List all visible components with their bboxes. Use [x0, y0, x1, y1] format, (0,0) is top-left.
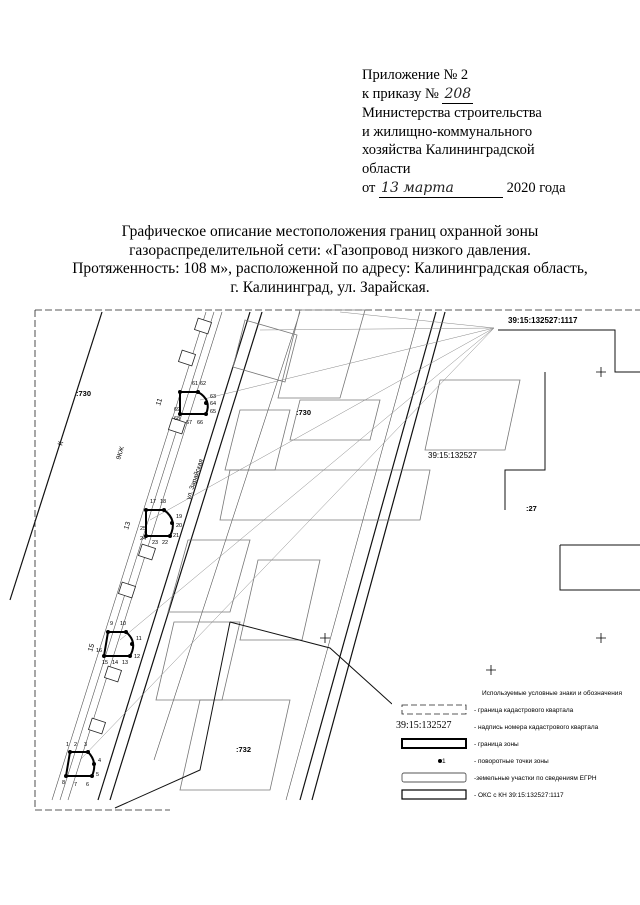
- zone-point-label: 14: [112, 660, 119, 666]
- legend-row-zone-points: [392, 755, 622, 771]
- zone-point-label: 22: [162, 540, 169, 546]
- zone-point-label: 1: [66, 742, 70, 748]
- zone-point-label: 6: [86, 782, 90, 788]
- zone-point-labels: [62, 381, 216, 788]
- label-oks-code: 39:15:132527:1117: [508, 316, 578, 325]
- order-number-handwritten: 208: [442, 85, 473, 105]
- zone-point-label: 17: [150, 499, 157, 505]
- header-line-6: области: [362, 160, 411, 177]
- date-prefix: от: [362, 179, 376, 196]
- date-handwritten: 13 марта: [379, 179, 503, 199]
- title-line-2: газораспределительной сети: «Газопровод низкого давления.: [129, 241, 531, 259]
- legend-text: - поворотные точки зоны: [474, 758, 549, 765]
- zone-point-label: 5: [96, 772, 100, 778]
- header-line-3: Министерства строительства: [362, 105, 542, 122]
- legend-text: - граница зоны: [474, 741, 519, 748]
- zone-point-label: 3: [84, 742, 88, 748]
- zone-61-69: [180, 392, 208, 414]
- label-quarter-730-left: :730: [76, 389, 92, 398]
- legend-text: - граница кадастрового квартала: [474, 707, 574, 714]
- zone-1-8: [66, 752, 94, 776]
- zone-point-label: 8: [62, 780, 66, 786]
- label-block-code: 39:15:132527: [428, 451, 477, 460]
- zone-point-label: 10: [120, 621, 127, 627]
- road-edge-lines: [52, 312, 420, 800]
- zone-boundary-symbol: [398, 738, 470, 750]
- title-line-3: Протяженность: 108 м», расположенной по адресу: Калининградская область,: [72, 260, 588, 278]
- zone-point-label: 9: [110, 621, 114, 627]
- legend-text: - ОКС с КН 39:15:132527:1117: [474, 792, 564, 799]
- legend-title: Используемые условные знаки и обозначения: [482, 690, 622, 697]
- zone-point-label: 2: [74, 742, 78, 748]
- legend-row-land-parcels: [392, 772, 622, 788]
- label-house-13: 13: [123, 521, 133, 531]
- legend-row-oks: [392, 789, 622, 805]
- label-quarter-730-center: :730: [296, 408, 312, 417]
- header-line-4: и жилищно-коммунального: [362, 123, 533, 140]
- zone-point-label: 19: [176, 514, 183, 520]
- legend-text: -земельные участки по сведениям ЕГРН: [474, 775, 597, 782]
- zone-9-16: [104, 632, 133, 656]
- label-k: К: [57, 440, 66, 447]
- title-line-1: Графическое описание местоположения границ охранной зоны: [121, 223, 539, 240]
- legend-row-quarter-boundary: [392, 704, 622, 720]
- legend-text: - надпись номера кадастрового квартала: [474, 724, 599, 731]
- title-line-4: г. Калининград, ул. Зарайская.: [230, 279, 430, 297]
- map-legend: [392, 688, 622, 804]
- zone-point-label: 66: [197, 420, 204, 426]
- label-quarter-27: :27: [526, 504, 537, 513]
- zone-point-label: 67: [186, 420, 193, 426]
- zone-point-label: 64: [210, 401, 217, 407]
- order-prefix: к приказу №: [362, 85, 439, 102]
- header-line-1: Приложение № 2: [362, 67, 469, 83]
- zone-point-label: 21: [173, 533, 180, 539]
- label-quarter-732: :732: [236, 745, 252, 754]
- label-house-15: 15: [87, 643, 97, 653]
- zone-point-label: 23: [152, 540, 159, 546]
- label-9kzh: 9КЖ: [115, 445, 127, 461]
- zone-point-label: 24: [140, 536, 147, 542]
- zone-point-label: 4: [98, 758, 102, 764]
- zone-point-label: 11: [136, 636, 142, 642]
- zone-point-symbol-number: 1: [442, 758, 446, 765]
- zone-point-label: 20: [176, 523, 183, 529]
- zone-point-label: 69: [174, 407, 181, 413]
- zone-point-label: 16: [96, 648, 103, 654]
- zone-point-label: 18: [160, 499, 167, 505]
- block-code-symbol: 39:15:132527: [396, 720, 452, 731]
- zone-point-label: 63: [210, 394, 217, 400]
- quarter-boundary-symbol: [398, 704, 470, 716]
- zone-point-label: 25: [140, 526, 147, 532]
- zone-point-label: 12: [134, 654, 141, 660]
- zone-point-label: 68: [174, 416, 181, 422]
- label-house-11: 11: [155, 397, 165, 407]
- label-street: ул. Зарайская: [185, 458, 205, 501]
- protection-zones: [66, 392, 208, 776]
- zone-point-symbol: [398, 755, 470, 767]
- oks-symbol: [398, 789, 470, 801]
- header-line-5: хозяйства Калининградской: [362, 142, 535, 159]
- zone-point-label: 15: [102, 660, 109, 666]
- date-suffix: 2020 года: [506, 179, 566, 196]
- zone-point-label: 61: [192, 381, 199, 387]
- zone-point-label: 65: [210, 409, 217, 415]
- legend-row-block-code: [392, 721, 622, 737]
- zone-point-label: 13: [122, 660, 129, 666]
- zone-point-label: 7: [74, 782, 78, 788]
- land-parcel-symbol: [398, 772, 470, 784]
- zone-point-label: 62: [200, 381, 207, 387]
- legend-row-zone-boundary: [392, 738, 622, 754]
